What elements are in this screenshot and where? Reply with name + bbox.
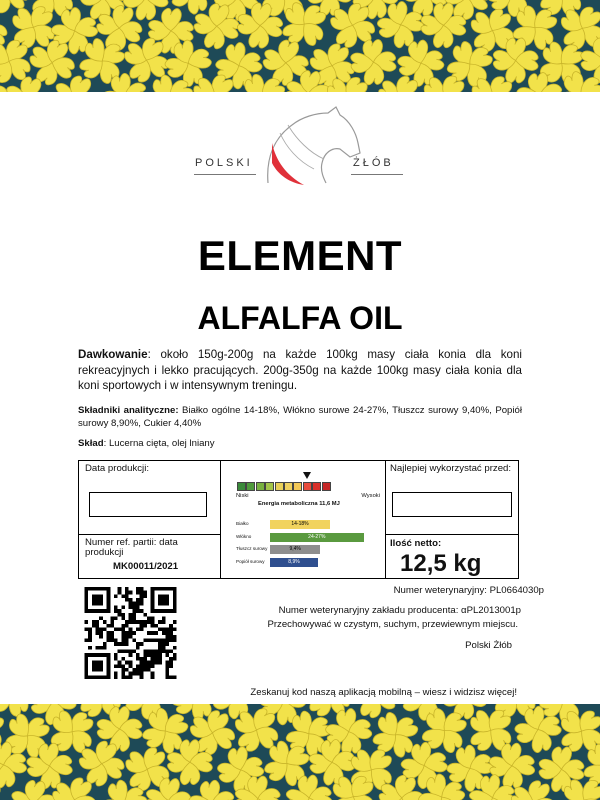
analytic-label: Składniki analityczne: [78, 405, 179, 416]
logo-underline-right [351, 174, 403, 175]
dosage-text [78, 347, 522, 394]
batch-label: Numer ref. partii: data produkcji [85, 537, 178, 558]
energy-scale-segment [293, 482, 302, 491]
dosage-body: : około 150g-200g na każde 100kg masy ciała konia dla koni rekreacyjnych i lekko pracujących. 200g-350g na każde 100kg masy ciała konia dla koni sportowych i w intensywnym treningu. [78, 348, 522, 392]
qr-code-icon[interactable] [83, 587, 178, 679]
energy-scale-segment [237, 482, 246, 491]
nutrient-name: Popiół surowy [236, 558, 265, 564]
leaf-pattern-bottom [0, 704, 600, 800]
energy-scale-segment [303, 482, 312, 491]
nutrient-name: Białko [236, 521, 249, 526]
energy-graphic [236, 472, 380, 572]
vet-number: Numer weterynaryjny: PL0664030p [393, 585, 544, 596]
analytic-constituents [78, 404, 522, 430]
net-weight-value: 12,5 kg [400, 550, 482, 577]
composition [78, 438, 522, 449]
scan-prompt: Zeskanuj kod naszą aplikacją mobilną – wiesz i widzisz więcej! [250, 687, 517, 698]
analytic-body: Białko ogólne 14-18%, Włókno surowe 24-27%, Tłuszcz surowy 9,40%, Popiół surowy 8,90%, Cukier 4,40% [78, 405, 522, 429]
energy-scale-segment [256, 482, 265, 491]
nutrient-name: Tłuszcz surowy [236, 546, 268, 551]
info-right-column [385, 461, 519, 578]
energy-caption: Energia metaboliczna 11,6 MJ [258, 501, 340, 507]
composition-body: : Lucerna cięta, olej lniany [103, 438, 215, 449]
producer-name: Polski Żłób [465, 640, 512, 651]
nutrient-bar: 24-27% [270, 533, 364, 542]
energy-scale-segment [265, 482, 274, 491]
energy-scale-segment [312, 482, 321, 491]
logo-word-right: ŻŁÓB [353, 157, 394, 169]
horse-head-icon [190, 103, 405, 188]
production-date-cell [79, 461, 220, 535]
logo-word-left: POLSKI [195, 157, 253, 169]
energy-scale-segment [246, 482, 255, 491]
net-weight-label: Ilość netto: [390, 538, 442, 549]
bottom-leaf-band [0, 704, 600, 800]
production-date-label: Data produkcji: [85, 463, 149, 474]
energy-scale-segment [322, 482, 331, 491]
batch-code: MK00011/2021 [113, 561, 179, 572]
leaf-pattern-top [0, 0, 600, 92]
logo-underline-left [194, 174, 256, 175]
nutrient-bar: 8,9% [270, 558, 318, 567]
energy-high-label: Wysoki [361, 493, 380, 499]
info-left-column [79, 461, 221, 578]
best-before-label: Najlepiej wykorzystać przed: [390, 463, 512, 474]
product-variant: ALFALFA OIL [197, 300, 403, 336]
best-before-field [392, 492, 512, 517]
brand-logo [190, 103, 405, 188]
nutrient-name: Włókno [236, 533, 252, 539]
storage-instructions: Przechowywać w czystym, suchym, przewiewnym miejscu. [267, 619, 518, 630]
composition-label: Skład [78, 438, 104, 449]
energy-pointer-icon [303, 472, 311, 479]
vet-facility-number: Numer weterynaryjny zakładu producenta: αPL2013001p [278, 605, 521, 616]
top-leaf-band [0, 0, 600, 92]
energy-low-label: Niski [236, 493, 249, 499]
production-date-field [89, 492, 207, 517]
product-name: ELEMENT [197, 232, 403, 279]
best-before-cell [386, 461, 519, 535]
nutrient-bar: 14-18% [270, 520, 330, 529]
nutrient-bar: 9,4% [270, 545, 320, 554]
energy-scale-segment [275, 482, 284, 491]
energy-scale-segment [284, 482, 293, 491]
dosage-label: Dawkowanie [78, 348, 148, 361]
